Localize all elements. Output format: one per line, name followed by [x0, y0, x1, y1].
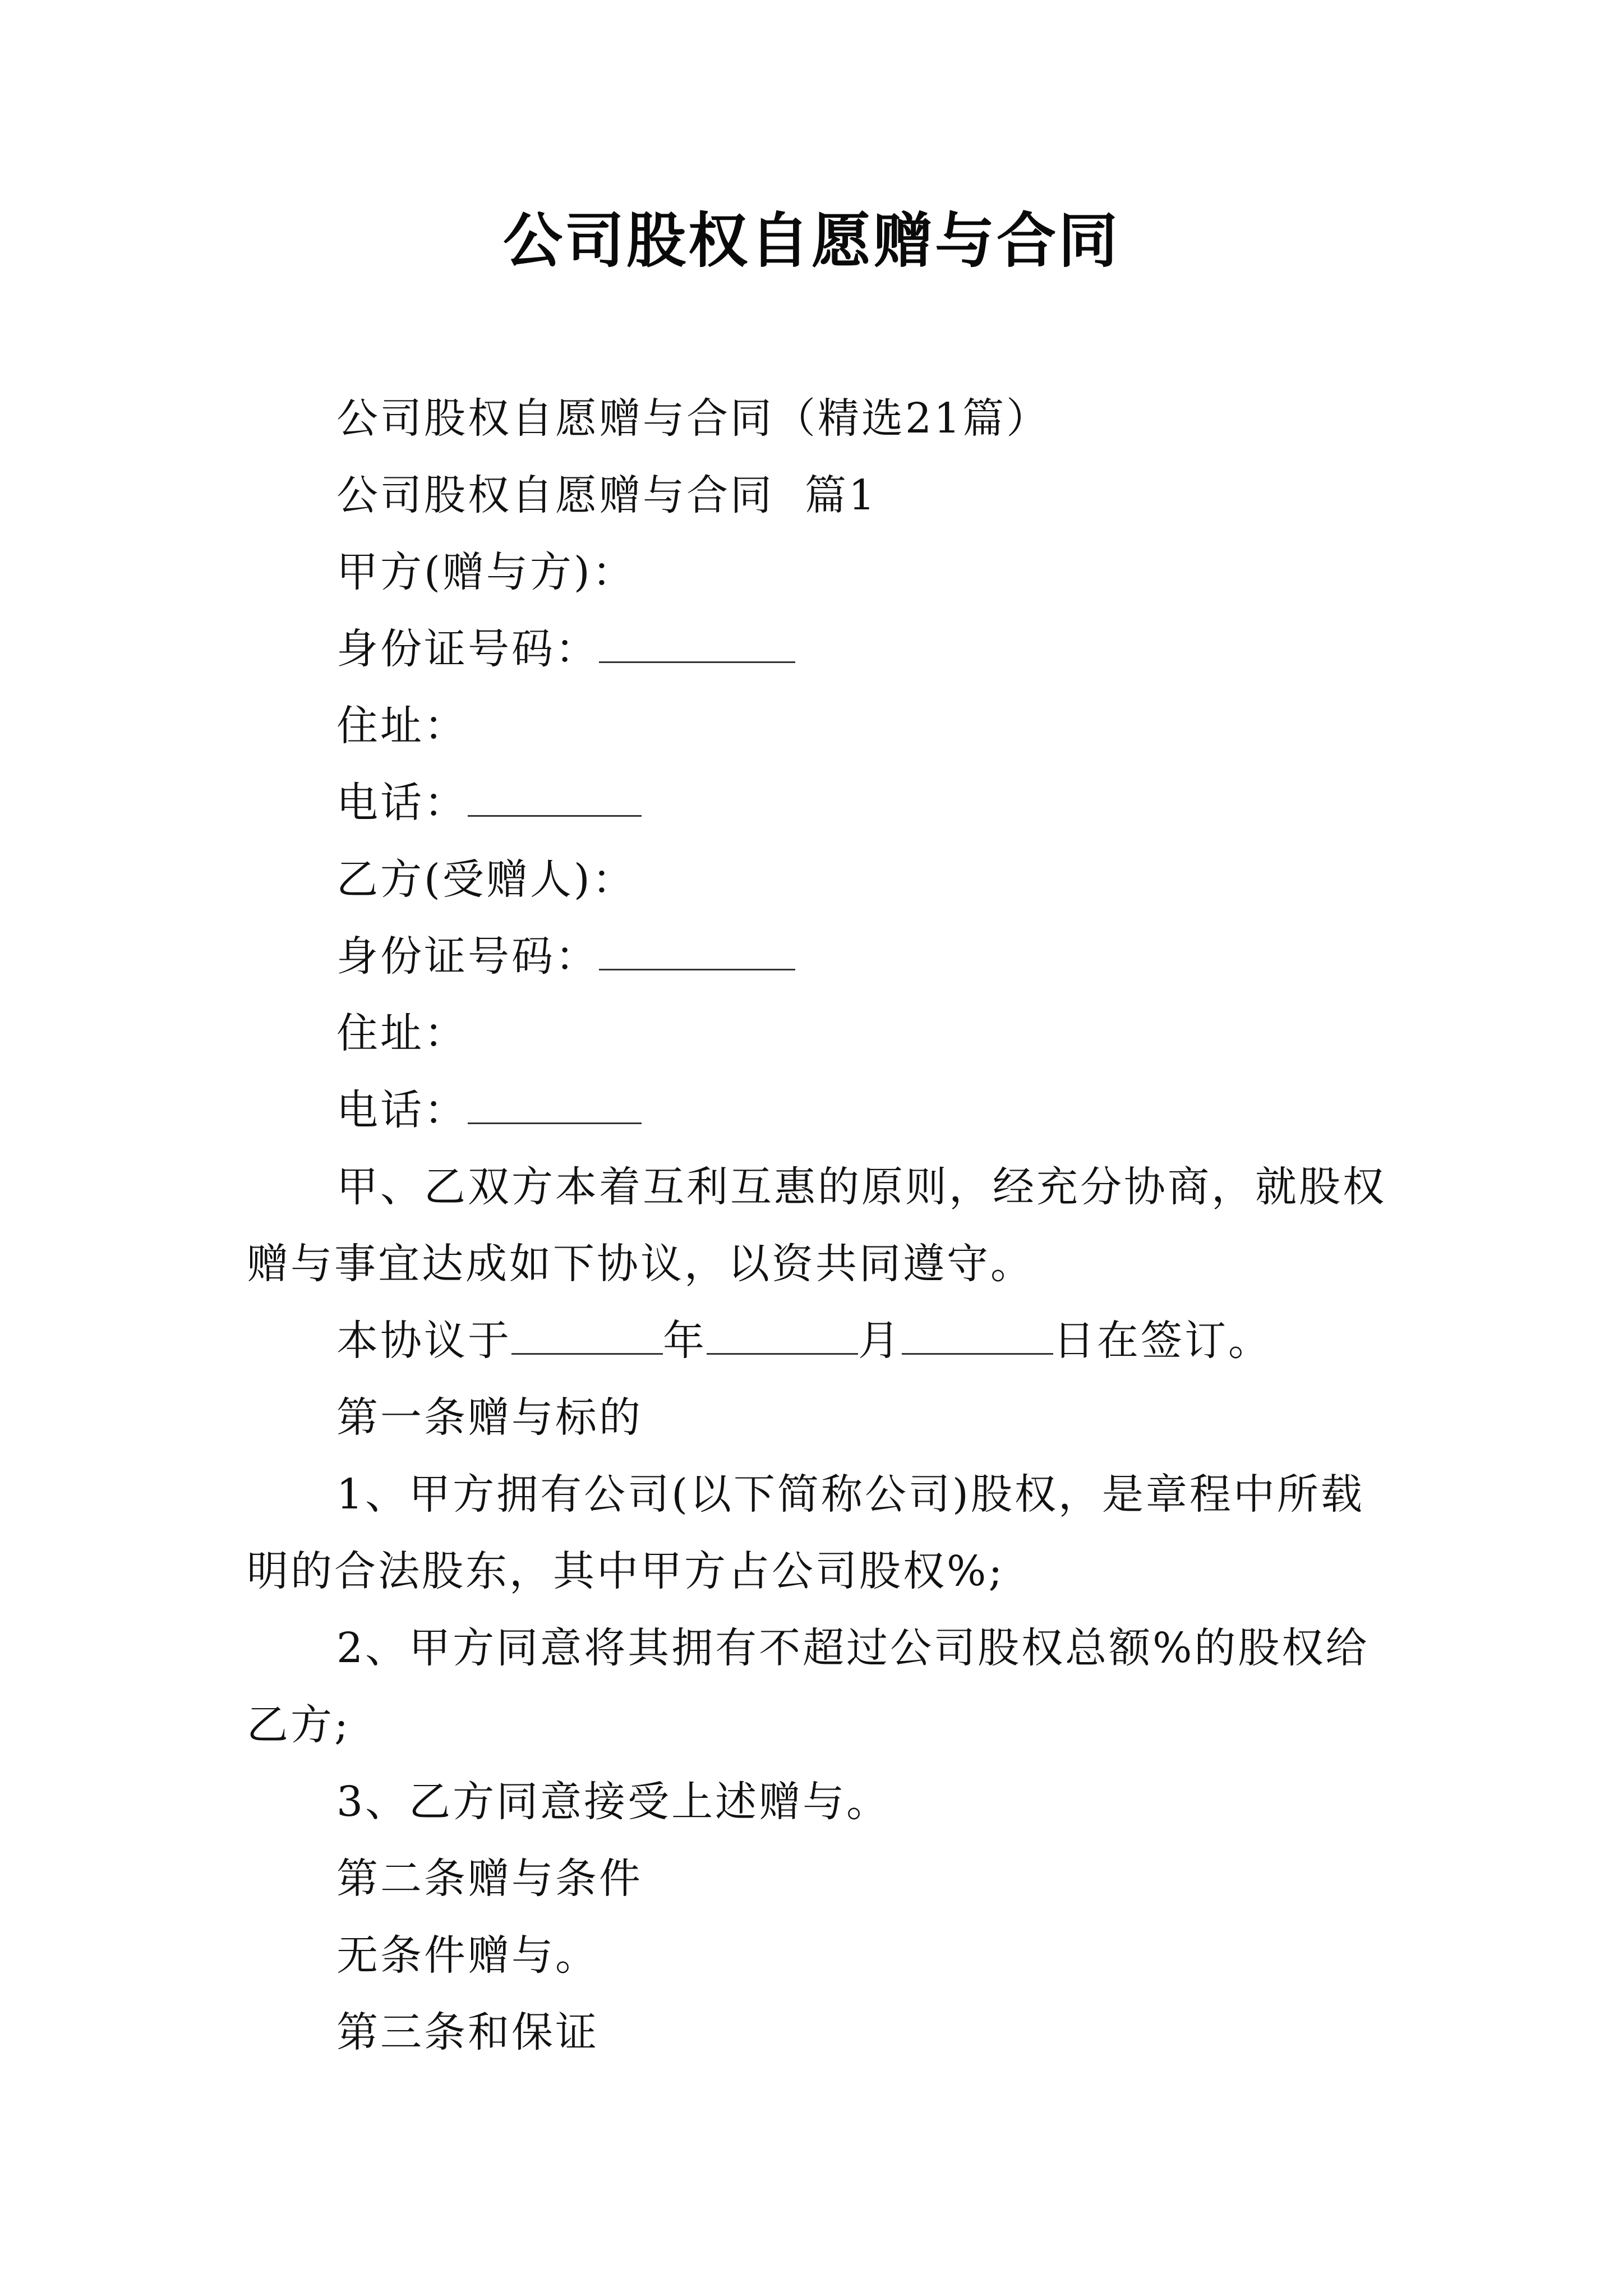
- article1-title: 第一条赠与标的: [336, 1393, 643, 1442]
- article1-item-1: 1、甲方拥有公司(以下简称公司)股权，是章程中所载明的合法股东，其中甲方占公司股权%;: [247, 1470, 1364, 1595]
- month-blank: [707, 1352, 858, 1355]
- signing-year: 年: [663, 1317, 707, 1365]
- party-b-id-label: 身份证号码：: [336, 932, 599, 981]
- document-title: 公司股权自愿赠与合同: [503, 206, 1120, 275]
- intro-paragraph: 甲、乙双方本着互利互惠的原则，经充分协商，就股权赠与事宜达成如下协议，以资共同遵守。: [247, 1163, 1386, 1288]
- article1-item-2: 2、甲方同意将其拥有不超过公司股权总额%的股权给乙方;: [247, 1624, 1370, 1749]
- document-body: [247, 380, 1388, 2071]
- party-b-label: 乙方(受赠人)：: [336, 855, 636, 904]
- article3-title: 第三条和保证: [336, 2008, 599, 2056]
- party-a-id-blank: [599, 661, 795, 663]
- signing-month: 月: [858, 1317, 902, 1365]
- party-b-phone-blank: [468, 1122, 642, 1124]
- party-b-address: 住址：: [336, 1009, 468, 1057]
- party-b-id-blank: [599, 968, 795, 970]
- party-a-id-label: 身份证号码：: [336, 625, 599, 673]
- party-b-id-line: [247, 918, 1388, 995]
- year-blank: [511, 1352, 663, 1355]
- day-blank: [902, 1352, 1053, 1355]
- party-a-id-line: [247, 611, 1388, 688]
- party-b-phone-line: [247, 1072, 1388, 1149]
- article2-text: 无条件赠与。: [336, 1931, 599, 1980]
- signing-line: [247, 1303, 1388, 1379]
- party-b-phone-label: 电话：: [336, 1086, 468, 1134]
- party-a-phone-line: [247, 765, 1388, 841]
- subtitle: 公司股权自愿赠与合同（精选21篇）: [336, 394, 1050, 443]
- party-a-phone-label: 电话：: [336, 779, 468, 827]
- party-a-phone-blank: [468, 815, 642, 817]
- article2-title: 第二条赠与条件: [336, 1855, 643, 1903]
- party-a-label: 甲方(赠与方)：: [336, 548, 636, 596]
- article1-item-3: 3、乙方同意接受上述赠与。: [336, 1778, 891, 1826]
- section-heading: 公司股权自愿赠与合同 篇1: [336, 471, 878, 519]
- party-a-address: 住址：: [336, 702, 468, 750]
- signing-suffix: 日在签订。: [1053, 1317, 1272, 1365]
- signing-prefix: 本协议于: [336, 1317, 511, 1365]
